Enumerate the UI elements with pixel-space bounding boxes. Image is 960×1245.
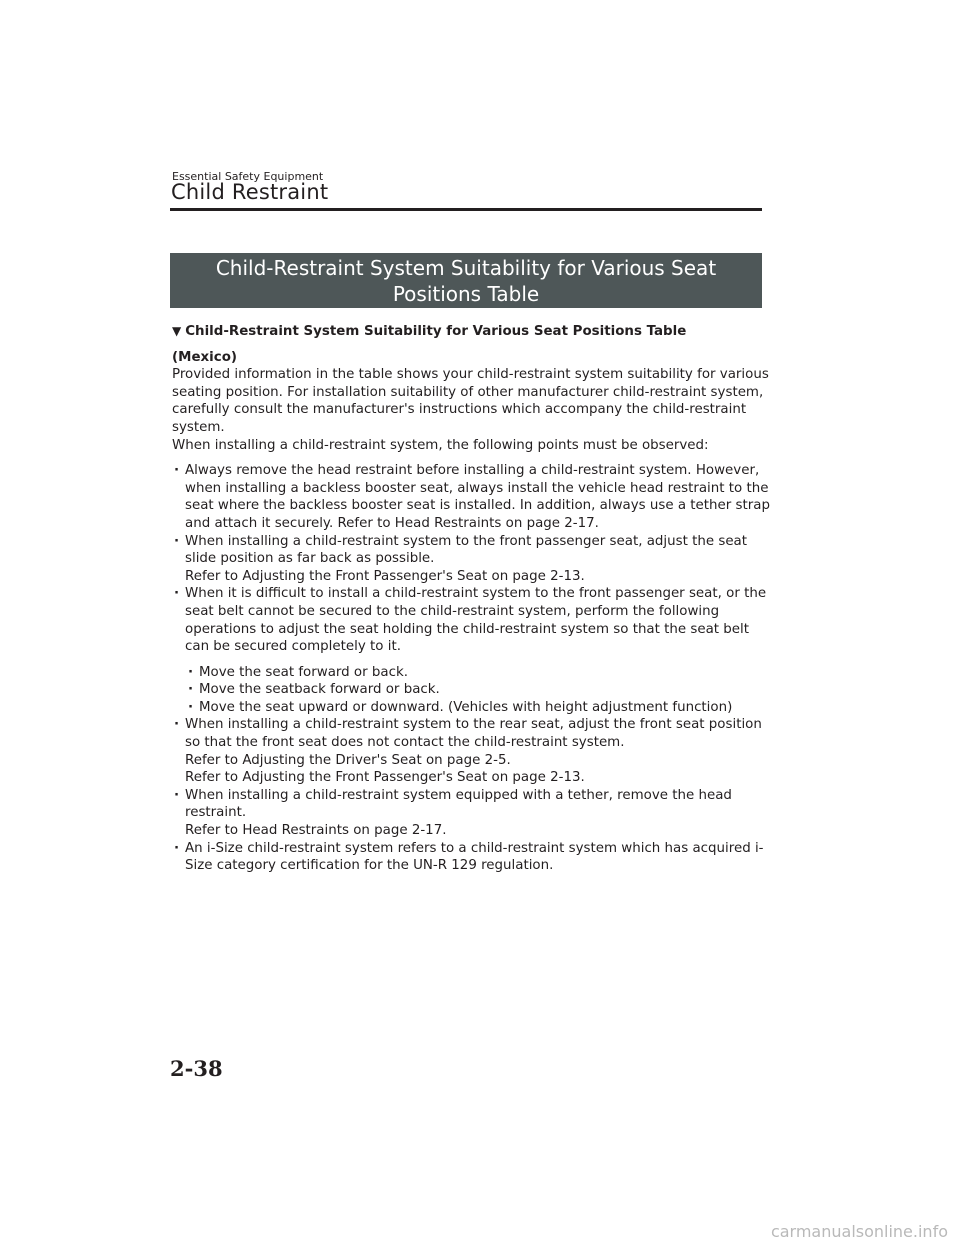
instruction-list <box>172 787 772 822</box>
body-content <box>172 323 772 875</box>
header-rule <box>170 208 762 211</box>
list-item: · When installing a child-restraint system equipped with a tether, remove the head restraint. <box>172 787 772 822</box>
banner-title: Child-Restraint System Suitability for Various Seat Positions Table <box>215 255 717 306</box>
section-title: Child Restraint <box>171 180 329 204</box>
reference-line: Refer to Adjusting the Front Passenger's Seat on page 2-13. <box>185 770 585 786</box>
sub-list-item: · Move the seatback forward or back. <box>172 681 772 699</box>
reference-line: Refer to Head Restraints on page 2-17. <box>185 823 447 839</box>
triangle-down-icon: ▼ <box>172 324 182 338</box>
subheading-text: Child-Restraint System Suitability for Various Seat Positions Table <box>185 324 687 339</box>
list-item: · When installing a child-restraint system to the front passenger seat, adjust the seat slide position as far back as possible. <box>172 533 772 568</box>
page-number: 2-38 <box>170 1056 223 1081</box>
adjustment-list <box>172 664 772 717</box>
region-label: (Mexico) <box>172 349 238 365</box>
topic-banner <box>170 253 762 308</box>
reference-line: Refer to Adjusting the Driver's Seat on page 2-5. <box>185 752 511 768</box>
sub-list-item: · Move the seat forward or back. <box>172 664 772 682</box>
lead-paragraph: When installing a child-restraint system, the following points must be observed: <box>172 437 709 453</box>
intro-paragraph: Provided information in the table shows your child-restraint system suitability for various seating position. For installation suitability of other manufacturer child-restraint system, carefully consult the manufacturer's instructions which accompany the child-restraint system. <box>172 367 769 435</box>
reference-line: Refer to Adjusting the Front Passenger's Seat on page 2-13. <box>185 568 585 584</box>
instruction-list <box>172 840 772 875</box>
list-item: · An i-Size child-restraint system refers to a child-restraint system which has acquired i-Size category certification for the UN-R 129 regulation. <box>172 840 772 875</box>
list-item: · When installing a child-restraint system to the rear seat, adjust the front seat position so that the front seat does not contact the child-restraint system. <box>172 716 772 751</box>
instruction-list <box>172 462 772 568</box>
list-item: · Always remove the head restraint before installing a child-restraint system. However, when installing a backless booster seat, always install the vehicle head restraint to the seat where the backless booster seat is installed. In addition, always use a tether strap and attach it securely. Refer to Head Restraints on page 2-17. <box>172 462 772 532</box>
instruction-list <box>172 585 772 655</box>
instruction-list <box>172 716 772 751</box>
subheading <box>172 323 772 341</box>
chapter-label: Essential Safety Equipment <box>172 170 324 183</box>
watermark: carmanualsonline.info <box>770 1222 948 1241</box>
list-item: · When it is difficult to install a child-restraint system to the front passenger seat, or the seat belt cannot be secured to the child-restraint system, perform the following operations to adjust the seat holding the child-restraint system so that the seat belt can be secured completely to it. <box>172 585 772 655</box>
sub-list-item: · Move the seat upward or downward. (Vehicles with height adjustment function) <box>172 699 772 717</box>
